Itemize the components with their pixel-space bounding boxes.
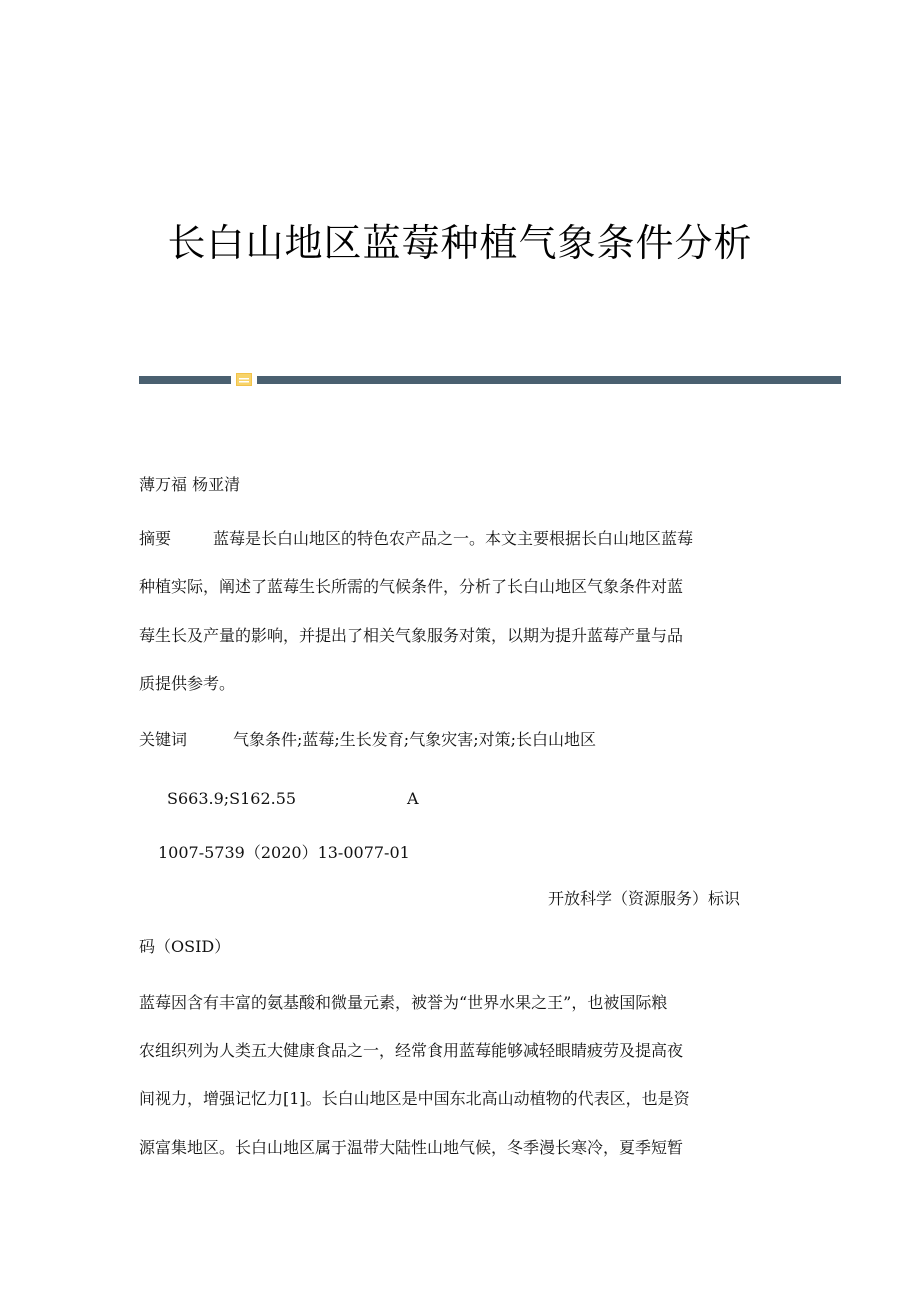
- title-divider-right: [257, 376, 841, 384]
- osid-label-line-2: 码（OSID）: [139, 937, 231, 956]
- abstract-line-2: 种植实际，阐述了蓝莓生长所需的气候条件，分析了长白山地区气象条件对蓝: [139, 577, 684, 596]
- osid-label-line-1: 开放科学（资源服务）标识: [548, 889, 741, 908]
- authors: 薄万福 杨亚清: [139, 475, 241, 494]
- document-code: A: [407, 789, 419, 808]
- article-id: 1007-5739（2020）13-0077-01: [158, 843, 410, 862]
- abstract-line-3: 莓生长及产量的影响，并提出了相关气象服务对策，以期为提升蓝莓产量与品: [139, 626, 684, 645]
- title-divider-left: [139, 376, 231, 384]
- abstract-line-4: 质提供参考。: [139, 674, 236, 693]
- body-line-1: 蓝莓因含有丰富的氨基酸和微量元素，被誉为“世界水果之王”，也被国际粮: [139, 993, 668, 1012]
- article-title: 长白山地区蓝莓种植气象条件分析: [167, 221, 753, 265]
- body-line-4: 源富集地区。长白山地区属于温带大陆性山地气候，冬季漫长寒冷，夏季短暂: [139, 1138, 684, 1157]
- body-line-2: 农组织列为人类五大健康食品之一，经常食用蓝莓能够减轻眼睛疲劳及提高夜: [139, 1041, 684, 1060]
- abstract-line-1: [139, 531, 779, 547]
- classification-number: S663.9;S162.55: [167, 789, 297, 808]
- abstract-text-1: 蓝莓是长白山地区的特色农产品之一。本文主要根据长白山地区蓝莓: [213, 529, 694, 548]
- abstract-label: 摘要: [139, 529, 172, 548]
- body-line-3: 间视力，增强记忆力[1]。长白山地区是中国东北高山动植物的代表区，也是资: [139, 1089, 690, 1108]
- keywords-text: 气象条件;蓝莓;生长发育;气象灾害;对策;长白山地区: [233, 730, 596, 749]
- keywords-line: [139, 732, 779, 748]
- divider-ornament-icon: [236, 373, 252, 386]
- keywords-label: 关键词: [139, 730, 188, 749]
